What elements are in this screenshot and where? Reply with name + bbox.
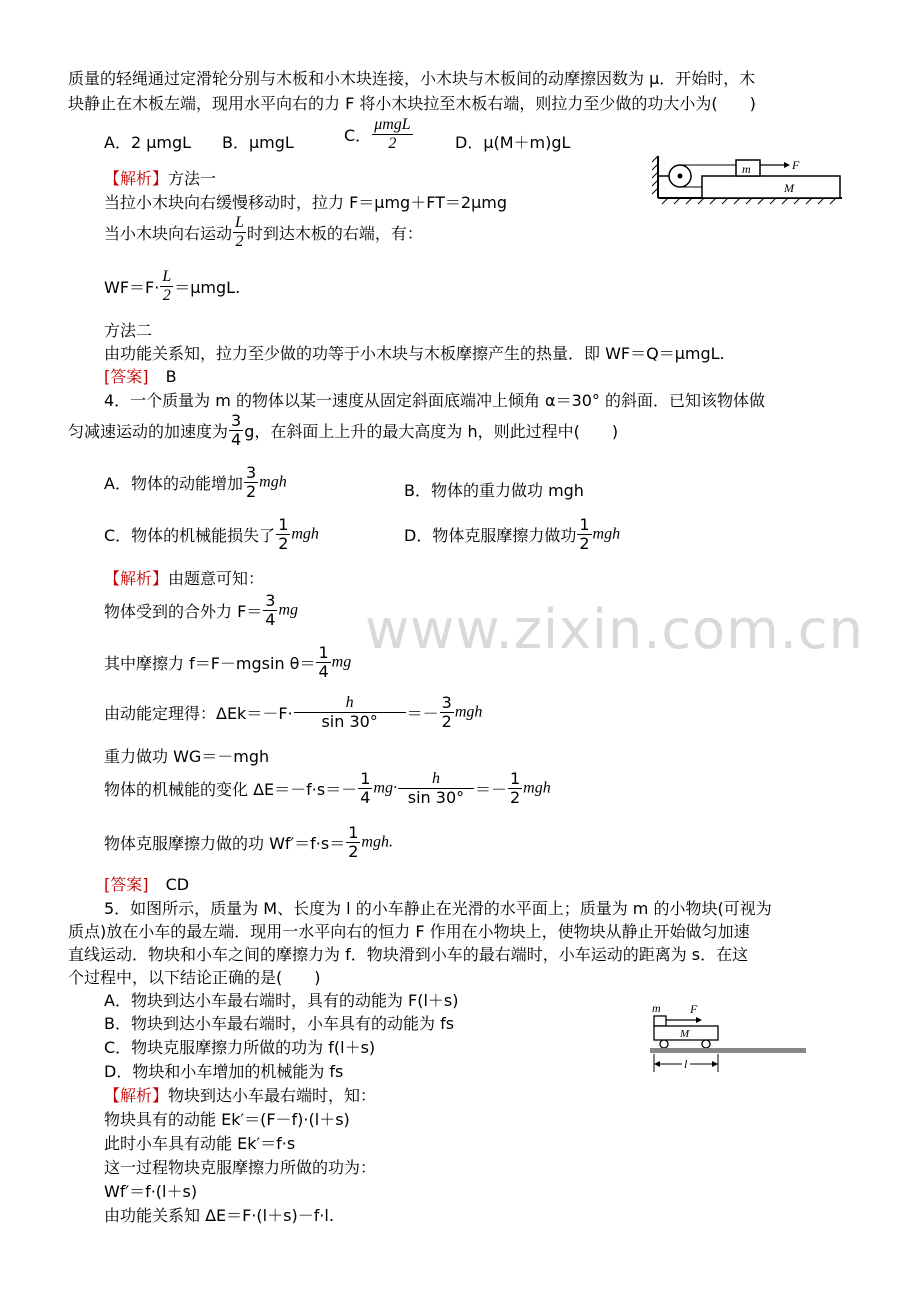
q3-wf-den: 2	[162, 287, 171, 304]
q4-opt-d-pre: D．物体克服摩擦力做功	[404, 526, 577, 545]
q4-l3-fnum: h	[294, 694, 406, 713]
q4-stem2-num: 3	[231, 411, 242, 430]
q4-opt-a-fraction	[244, 464, 258, 501]
q4-l5-fraction2	[508, 770, 522, 807]
q4-l5-fnum: h	[398, 770, 474, 789]
q4-stem2-post: g，在斜面上上升的最大高度为 h，则此过程中( )	[244, 422, 619, 441]
q4-jiexi-tag: 【解析】	[104, 569, 169, 588]
q5-stem-line4: 个过程中，以下结论正确的是( )	[68, 968, 321, 987]
q3-fig-label-m: m	[742, 162, 751, 176]
q4-l2-fraction	[316, 644, 330, 681]
q4-l2-den: 4	[318, 662, 329, 681]
q3-wf-equation	[104, 268, 240, 305]
q4-l2-post: mg	[331, 653, 352, 671]
q3-option-c-num: μmgL	[374, 116, 411, 133]
q5-fig-block	[654, 1016, 666, 1026]
q3-answer-row	[104, 366, 177, 388]
q5-line3: 这一过程物块克服摩擦力所做的功为：	[104, 1158, 377, 1177]
q4-option-d	[404, 516, 620, 553]
q4-answer: CD	[165, 875, 190, 894]
q4-l6-fraction	[346, 824, 360, 861]
q4-line5	[104, 770, 551, 807]
q4-l2-pre: 其中摩擦力 f＝F－mgsin θ＝	[104, 654, 316, 673]
q4-opt-d-den: 2	[579, 534, 590, 553]
q5-stem-line3: 直线运动．物块和小车之间的摩擦力为 f．物块滑到小车的最右端时，小车运动的距离为 s．在这	[68, 945, 749, 964]
q4-l5-num2: 1	[509, 769, 521, 788]
q4-line1	[104, 592, 298, 629]
q5-option-c: C．物块克服摩擦力所做的功为 f(l＋s)	[104, 1038, 376, 1057]
q4-line4: 重力做功 WG＝－mgh	[104, 747, 270, 766]
q4-option-a	[104, 464, 287, 501]
q5-analysis-header	[104, 1085, 376, 1107]
q4-opt-a-num: 3	[245, 463, 257, 482]
q3-option-c	[344, 116, 414, 153]
q5-fig-label-M: M	[680, 1028, 690, 1040]
q5-option-a: A．物块到达小车最右端时，具有的动能为 F(l＋s)	[104, 991, 459, 1010]
q5-fig-force-arrowhead	[696, 1017, 702, 1023]
q4-analysis-header	[104, 568, 264, 590]
q5-figure-cart	[644, 1000, 810, 1074]
q3-jiexi-tag: 【解析】	[104, 169, 169, 188]
q4-l3-fraction	[440, 694, 454, 731]
q5-line1: 物块具有的动能 Ek′＝(F－f)·(l＋s)	[104, 1110, 350, 1129]
q4-l3-fden: sin 30°	[321, 712, 378, 731]
q3-line-b	[104, 214, 423, 251]
q4-opt-c-post: mgh	[291, 525, 319, 543]
q4-line3	[104, 694, 482, 731]
q3-method1: 方法一	[168, 169, 217, 188]
q4-intro: 由题意可知：	[168, 569, 265, 588]
q3-analysis-header	[104, 168, 216, 190]
q4-l1-pre: 物体受到的合外力 F＝	[104, 602, 263, 621]
q4-opt-c-den: 2	[278, 534, 289, 553]
q3-fig-label-M: M	[784, 181, 794, 195]
q4-stem-line2	[68, 412, 618, 449]
q4-answer-tag: [答案]	[104, 875, 149, 894]
q4-l1-fraction	[263, 592, 277, 629]
q5-intro: 物块到达小车最右端时，知：	[168, 1086, 377, 1105]
q3-line-b-fraction	[233, 214, 246, 251]
q3-fig-force-arrowhead	[784, 162, 790, 168]
q3-line-b-num: L	[235, 214, 244, 231]
q5-fig-wheel-left	[660, 1040, 668, 1048]
q4-l5-mid1: mg·	[373, 779, 397, 797]
q4-l5-fraction1	[358, 770, 372, 807]
q5-line4: Wf′＝f·(l＋s)	[104, 1182, 198, 1201]
q5-line5: 由功能关系知 ΔE＝F·(l＋s)－f·l.	[104, 1206, 334, 1225]
q3-figure-pulley	[652, 152, 848, 208]
q4-l3-pre: 由动能定理得：ΔEk＝－F·	[104, 704, 293, 723]
q5-fig-label-m: m	[652, 1001, 661, 1015]
q4-l3-hfraction	[294, 694, 406, 731]
q4-l5-den2: 2	[509, 788, 521, 807]
q3-option-c-den: 2	[388, 135, 397, 152]
q4-l6-num: 1	[348, 823, 359, 842]
q4-line2	[104, 644, 351, 681]
q3-stem-line1: 质量的轻绳通过定滑轮分别与木板和小木块连接，小木块与木板间的动摩擦因数为 μ．开始时，木	[68, 69, 756, 88]
q3-fig-pulley-axle	[678, 174, 683, 179]
q3-stem-line2: 块静止在木板左端，现用水平向右的力 F 将小木块拉至木板右端，则拉力至少做的功大小为( )	[68, 94, 756, 113]
q4-l1-post: mg	[278, 601, 299, 619]
q3-line-c: 由功能关系知，拉力至少做的功等于小木块与木板摩擦产生的热量．即 WF＝Q＝μmgL.	[104, 344, 725, 363]
q3-wf-num: L	[162, 268, 172, 285]
q5-fig-wheel-right	[702, 1040, 710, 1048]
q5-fig-length-arrow-right	[712, 1061, 718, 1067]
q5-option-d: D．物块和小车增加的机械能为 fs	[104, 1062, 344, 1081]
q4-l5-post: mgh	[523, 779, 551, 797]
q4-l3-num: 3	[441, 693, 452, 712]
q3-wf-fraction	[160, 268, 173, 305]
q4-opt-a-pre: A．物体的动能增加	[104, 474, 243, 493]
q4-l6-den: 2	[348, 842, 359, 861]
q4-l5-mid2: ＝－	[474, 780, 507, 799]
q3-wf-post: ＝μmgL.	[174, 278, 241, 297]
q5-line2: 此时小车具有动能 Ek′＝f·s	[104, 1134, 296, 1153]
q3-line-b-post: 时到达木板的右端，有：	[246, 224, 423, 243]
q5-fig-ground	[650, 1048, 806, 1053]
q3-answer: B	[165, 367, 177, 386]
q4-line6	[104, 824, 393, 861]
q4-stem2-den: 4	[231, 430, 242, 449]
q3-option-b: B．μmgL	[222, 133, 294, 152]
q3-line-a: 当拉小木块向右缓慢移动时，拉力 F＝μmg＋FT＝2μmg	[104, 193, 508, 212]
q4-l3-den: 2	[441, 712, 452, 731]
q4-opt-c-num: 1	[278, 515, 289, 534]
q3-line-b-pre: 当小木块向右运动	[104, 224, 233, 243]
q4-l5-num: 1	[360, 769, 371, 788]
q3-wf-pre: WF＝F·	[104, 278, 160, 297]
q4-opt-d-post: mgh	[592, 525, 621, 543]
q4-l5-hfraction	[398, 770, 474, 807]
q5-stem-line2: 质点)放在小车的最左端．现用一水平向右的恒力 F 作用在小物块上，使物块从静止开始做匀加速	[68, 922, 750, 941]
q4-l1-den: 4	[265, 610, 276, 629]
q4-option-c	[104, 516, 319, 553]
watermark: www.zixin.com.cn	[365, 598, 864, 661]
q4-opt-c-pre: C．物体的机械能损失了	[104, 526, 276, 545]
q4-l2-num: 1	[318, 643, 329, 662]
q4-l1-num: 3	[265, 591, 276, 610]
q3-line-b-den: 2	[235, 233, 244, 250]
q5-fig-length-arrow-left	[654, 1061, 660, 1067]
q3-option-c-label: C．	[344, 126, 372, 145]
q5-stem-line1: 5．如图所示，质量为 M、长度为 l 的小车静止在光滑的水平面上；质量为 m 的小物块(可视为	[104, 899, 772, 918]
q4-l3-mid: ＝－	[406, 704, 439, 723]
q4-option-b: B．物体的重力做功 mgh	[404, 481, 584, 500]
q4-stem2-fraction	[229, 412, 243, 449]
q4-opt-c-fraction	[276, 516, 290, 553]
q3-option-a: A．2 μmgL	[104, 133, 192, 152]
q4-l3-post: mgh	[454, 703, 483, 721]
q4-opt-a-post: mgh	[259, 473, 287, 491]
q4-l6-post: mgh.	[361, 833, 393, 851]
q3-option-c-fraction	[372, 116, 412, 153]
q4-l5-pre: 物体的机械能的变化 ΔE＝－f·s＝－	[104, 780, 358, 799]
q3-option-d: D．μ(M＋m)gL	[455, 133, 571, 152]
q5-option-b: B．物块到达小车最右端时，小车具有的动能为 fs	[104, 1014, 455, 1033]
q3-answer-tag: [答案]	[104, 367, 149, 386]
q5-fig-label-l: l	[684, 1057, 688, 1071]
q5-jiexi-tag: 【解析】	[104, 1086, 169, 1105]
q4-opt-d-fraction	[577, 516, 591, 553]
q4-stem2-pre: 匀减速运动的加速度为	[68, 422, 229, 441]
q4-answer-row	[104, 874, 189, 896]
q4-opt-a-den: 2	[245, 482, 257, 501]
q3-fig-board	[702, 176, 840, 198]
q4-l5-den: 4	[360, 788, 371, 807]
q4-opt-d-num: 1	[579, 515, 590, 534]
q4-l6-pre: 物体克服摩擦力做的功 Wf′＝f·s＝	[104, 834, 346, 853]
q5-fig-label-F: F	[690, 1002, 698, 1016]
q3-fig-label-F: F	[792, 158, 800, 172]
q4-l5-fden: sin 30°	[407, 788, 465, 807]
q3-method2: 方法二	[104, 321, 153, 340]
q4-stem-line1: 4．一个质量为 m 的物体以某一速度从固定斜面底端冲上倾角 α＝30° 的斜面．已知该物体做	[104, 391, 766, 410]
